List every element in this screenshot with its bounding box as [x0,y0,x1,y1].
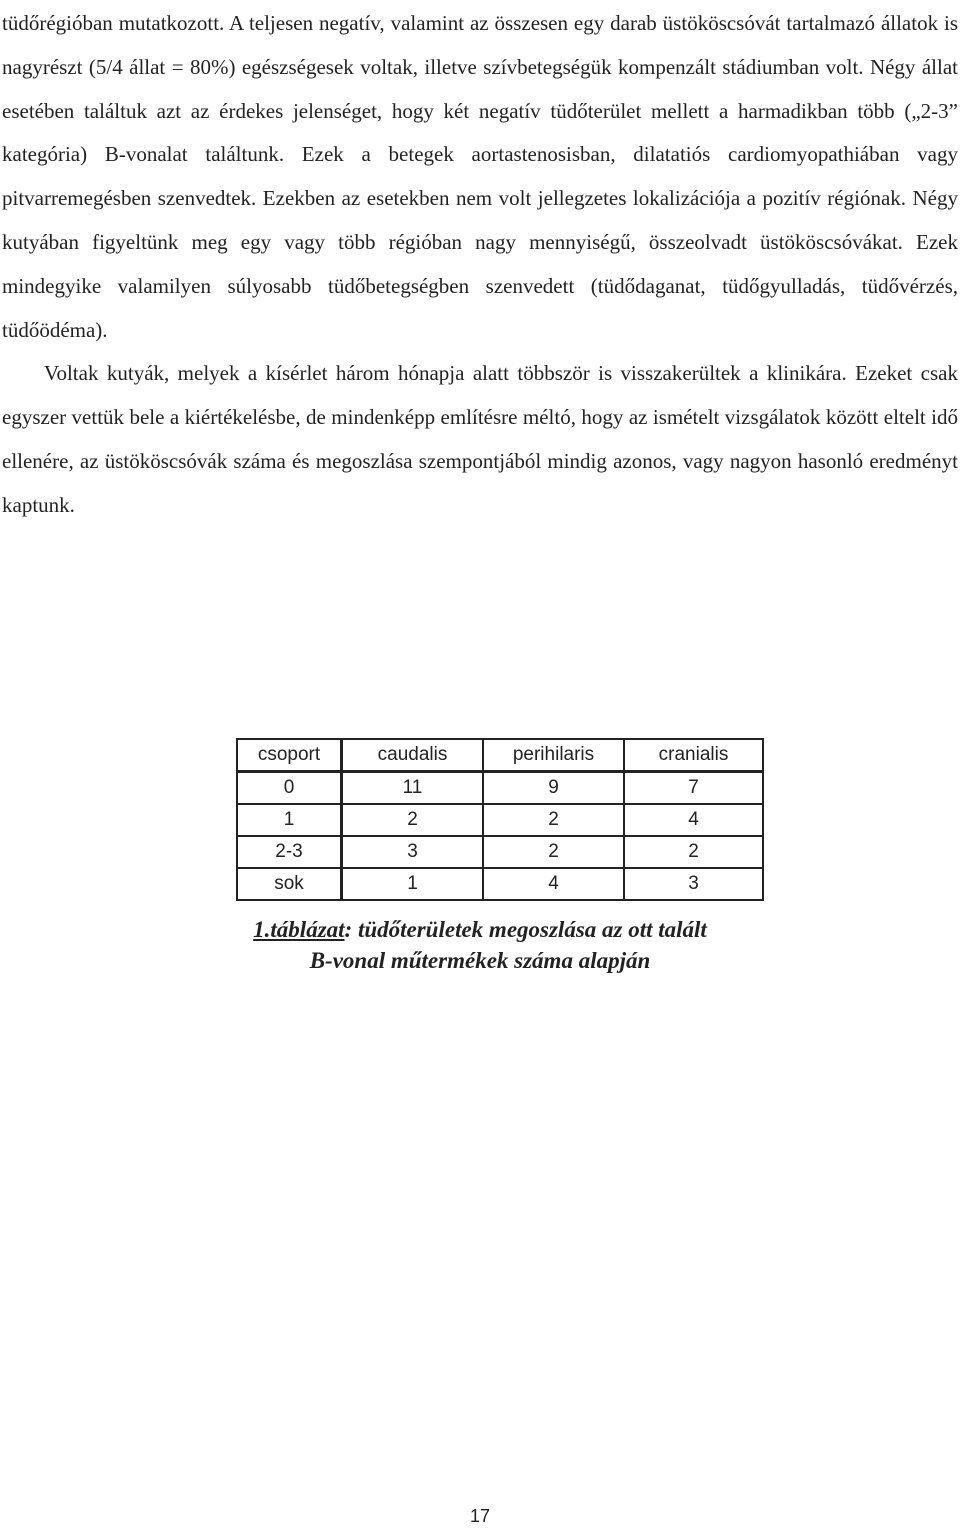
header-cell: perihilaris [483,739,624,772]
paragraph-1: tüdőrégióban mutatkozott. A teljesen negatív, valamint az összesen egy darab üstököscsóvát tartalmazó állatok is nagyrészt (5/4 állat = 80%) egészségesek voltak, illetve szívbetegségük kompenzált stádiumban volt. Négy állat esetében találtuk azt az érdekes jelenséget, hogy két negatív tüdőterület mellett a harmadikban több („2-3” kategória) B-vonalat találtunk. Ezek a betegek aortastenosisban, dilatatiós cardiomyopathiában vagy pitvarremegésben szenvedtek. Ezekben az esetekben nem volt jellegzetes lokalizációja a pozitív régiónak. Négy kutyában figyeltünk meg egy vagy több régióban nagy mennyiségű, összeolvadt üstököscsóvákat. Ezek mindegyike valamilyen súlyosabb tüdőbetegségben szenvedett (tüdődaganat, tüdőgyulladás, tüdővérzés, tüdőödéma). [2,11,958,342]
table-row [237,772,763,805]
table-cell: 3 [624,868,763,900]
table-cell: 2-3 [237,836,342,868]
table-row [237,868,763,900]
table-row [237,836,763,868]
table-cell: 4 [483,868,624,900]
paragraph-2: Voltak kutyák, melyek a kísérlet három hónapja alatt többször is visszakerültek a klinikára. Ezeket csak egyszer vettük bele a kiértékelésbe, de mindenképp említésre méltó, hogy az ismételt vizsgálatok között eltelt idő ellenére, az üstököscsóvák száma és megoszlása szempontjából mindig azonos, vagy nagyon hasonló eredményt kaptunk. [2,361,958,517]
header-cell: cranialis [624,739,763,772]
table-cell: 2 [483,804,624,836]
table-cell: 2 [342,804,484,836]
body-text [2,2,958,528]
table-cell: 11 [342,772,484,805]
header-cell: caudalis [342,739,484,772]
table-cell: 1 [237,804,342,836]
table-cell: 7 [624,772,763,805]
header-cell: csoport [237,739,342,772]
caption-line-1: : tüdőterületek megoszlása az ott talált [344,917,707,942]
table-cell: 9 [483,772,624,805]
caption-label: 1.táblázat [253,917,345,942]
caption-line-2: B-vonal műtermékek száma alapján [309,948,651,973]
table-cell: 3 [342,836,484,868]
data-table [236,738,764,901]
table-cell: 2 [483,836,624,868]
table-row [237,804,763,836]
table-cell: 1 [342,868,484,900]
table-cell: 4 [624,804,763,836]
table-cell: sok [237,868,342,900]
table-cell: 2 [624,836,763,868]
table-cell: 0 [237,772,342,805]
table-header-row [237,739,763,772]
page-number: 17 [469,1506,491,1526]
table-caption [200,914,760,976]
